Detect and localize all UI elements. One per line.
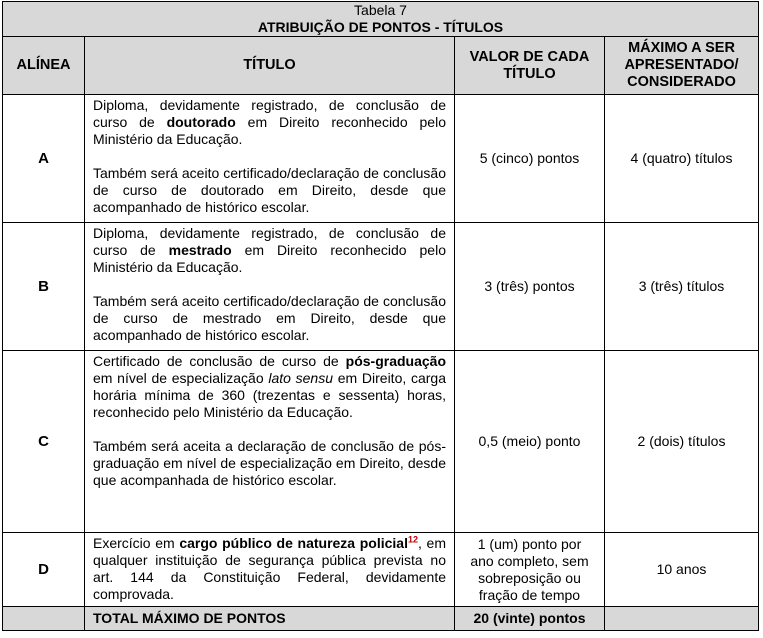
row-d-maximo: 10 anos: [605, 533, 759, 607]
row-c-valor: 0,5 (meio) ponto: [455, 351, 605, 533]
row-b-maximo: 3 (três) títulos: [605, 223, 759, 351]
row-a-text-end: em Direito reconhecido pelo Ministério da Educação.: [93, 114, 446, 147]
row-c-paragraph-1: [93, 353, 446, 421]
row-d-text-end: , em qualquer instituição de segurança pública prevista no art. 144 da Constituição Federal, devidamente comprovada.: [93, 535, 446, 602]
row-a-paragraph-2: Também será aceito certificado/declaração de conclusão de curso de doutorado em Direito, desde que acompanhado de histórico escolar.: [93, 165, 446, 215]
header-maximo: MÁXIMO A SER APRESENTADO/ CONSIDERADO: [605, 37, 759, 95]
row-d-alinea: D: [3, 533, 85, 607]
row-c-text: Certificado de conclusão de curso de: [93, 353, 346, 369]
row-a-text: Diploma, devidamente registrado, de conclusão de curso de: [93, 97, 446, 130]
table-caption: [3, 2, 759, 37]
table-number: Tabela 7: [354, 2, 407, 18]
row-c-text-mid: em nível de especialização: [93, 370, 269, 386]
table-row: [3, 223, 759, 351]
row-d-titulo: [85, 533, 455, 607]
row-d-bold-text: cargo público de natureza policial: [179, 535, 408, 551]
total-row: [3, 607, 759, 631]
row-a-alinea: A: [3, 95, 85, 223]
row-c-maximo: 2 (dois) títulos: [605, 351, 759, 533]
header-alinea: ALÍNEA: [3, 37, 85, 95]
row-d-text: Exercício em: [93, 535, 180, 551]
table-row: [3, 351, 759, 533]
header-titulo: TÍTULO: [85, 37, 455, 95]
row-b-bold: mestrado: [168, 242, 232, 258]
row-c-bold: pós-graduação: [345, 353, 446, 369]
row-b-paragraph-1: [93, 225, 446, 276]
row-d-paragraph-1: [93, 535, 446, 603]
row-a-maximo: 4 (quatro) títulos: [605, 95, 759, 223]
table-row: [3, 533, 759, 607]
row-a-paragraph-1: [93, 97, 446, 148]
table-row: [3, 95, 759, 223]
row-c-titulo: [85, 351, 455, 533]
footnote-marker: 12: [407, 534, 418, 545]
row-c-italic: lato sensu: [268, 370, 333, 386]
row-a-valor: 5 (cinco) pontos: [455, 95, 605, 223]
row-c-alinea: C: [3, 351, 85, 533]
row-b-text: Diploma, devidamente registrado, de conclusão de curso de: [93, 225, 446, 258]
row-d-valor: 1 (um) ponto por ano completo, sem sobreposição ou fração de tempo: [455, 533, 605, 607]
header-valor: VALOR DE CADA TÍTULO: [455, 37, 605, 95]
row-b-valor: 3 (três) pontos: [455, 223, 605, 351]
row-c-paragraph-2: Também será aceita a declaração de conclusão de pós-graduação em nível de especialização em Direito, desde que acompanhada de histórico escolar.: [93, 438, 446, 488]
table-title: ATRIBUIÇÃO DE PONTOS - TÍTULOS: [257, 19, 504, 35]
total-blank-cell: [3, 607, 85, 631]
row-b-titulo: [85, 223, 455, 351]
row-b-paragraph-2: Também será aceito certificado/declaração de conclusão de curso de mestrado em Direito, desde que acompanhado de histórico escolar.: [93, 293, 446, 343]
row-b-alinea: B: [3, 223, 85, 351]
row-b-text-end: em Direito reconhecido pelo Ministério da Educação.: [93, 242, 446, 275]
row-a-bold: doutorado: [166, 114, 236, 130]
total-blank-cell-end: [605, 607, 759, 631]
row-c-text-end: em Direito, carga horária mínima de 360 (trezentas e sessenta) horas, reconhecido pelo Ministério da Educação.: [93, 370, 446, 420]
titles-points-table: [2, 1, 759, 631]
row-a-titulo: [85, 95, 455, 223]
total-value: 20 (vinte) pontos: [455, 607, 605, 631]
row-d-bold: [179, 535, 418, 551]
total-label: TOTAL MÁXIMO DE PONTOS: [85, 607, 455, 631]
